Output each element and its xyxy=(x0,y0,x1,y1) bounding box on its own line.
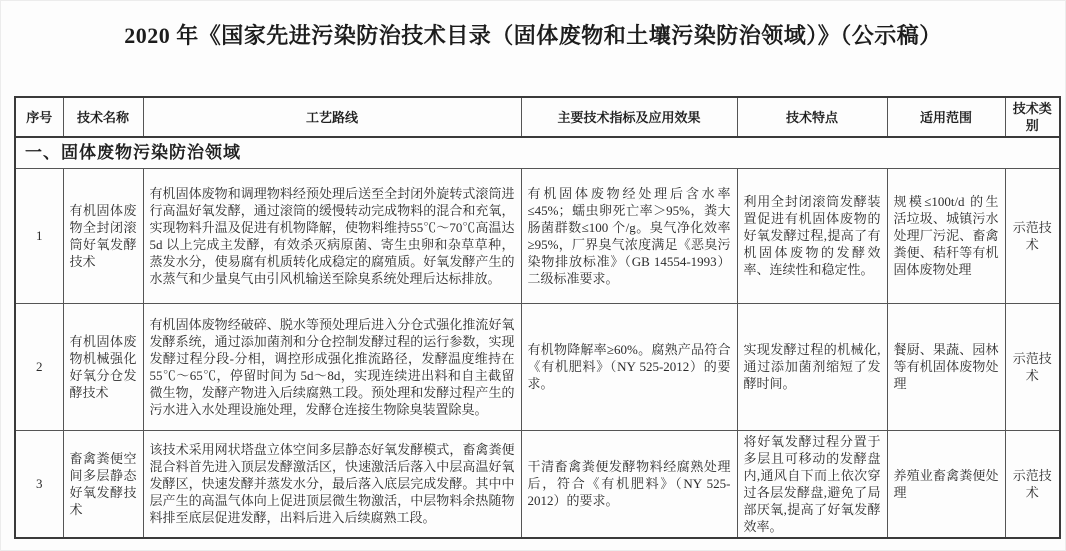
header-serial-number: 序号 xyxy=(15,97,63,137)
table-row xyxy=(15,168,1060,303)
header-process-route: 工艺路线 xyxy=(143,97,521,137)
page-title: 2020 年《国家先进污染防治技术目录（固体废物和土壤污染防治领域）》（公示稿） xyxy=(124,23,942,48)
row3-scope: 养殖业畜禽粪便处理 xyxy=(887,430,1005,538)
header-technical-features: 技术特点 xyxy=(737,97,887,137)
table-row xyxy=(15,303,1060,430)
row3-indicators: 干清畜禽粪便发酵物料经腐熟处理后，符合《有机肥料》（NY 525-2012）的要求。 xyxy=(521,430,737,538)
row2-features: 实现发酵过程的机械化,通过添加菌剂缩短了发酵时间。 xyxy=(737,303,887,430)
header-applicable-scope: 适用范围 xyxy=(887,97,1005,137)
row1-process-route: 有机固体废物和调理物料经预处理后送至全封闭外旋转式滚筒进行高温好氧发酵，通过滚筒的缓慢转动完成物料的混合和充氧，实现物料升温及促进有机物降解，使物料维持55℃～70℃高温达 5d 以上完成主发酵，有效杀灭病原菌、寄生虫卵和杂草草种，蒸发水分，使易腐有机质转化成稳定的腐殖质。好氧发酵产生的水蒸气和少量臭气由引风机输送至除臭系统处理后达标排放。 xyxy=(143,168,521,303)
section-header-row xyxy=(15,137,1060,168)
row2-technology-name: 有机固体废物机械强化好氧分仓发酵技术 xyxy=(63,303,143,430)
table-row xyxy=(15,430,1060,538)
row1-indicators: 有机固体废物经处理后含水率≤45%；蠕虫卵死亡率＞95%，粪大肠菌群数≤100 个/g。臭气净化效率≥95%，厂界臭气浓度满足《恶臭污染物排放标准》（GB 14554-1993）二级标准要求。 xyxy=(521,168,737,303)
row1-category: 示范技术 xyxy=(1005,168,1060,303)
row1-scope: 规模≤100t/d 的生活垃圾、城镇污水处理厂污泥、畜禽粪便、秸秆等有机固体废物处理 xyxy=(887,168,1005,303)
row3-features: 将好氧发酵过程分置于多层且可移动的发酵盘内,通风自下而上依次穿过各层发酵盘,避免了局部厌氧,提高了好氧发酵效率。 xyxy=(737,430,887,538)
row2-indicators: 有机物降解率≥60%。腐熟产品符合《有机肥料》（NY 525-2012）的要求。 xyxy=(521,303,737,430)
row3-serial-number: 3 xyxy=(15,430,63,538)
table-header-row xyxy=(15,97,1060,137)
row2-category: 示范技术 xyxy=(1005,303,1060,430)
row2-process-route: 有机固体废物经破碎、脱水等预处理后进入分仓式强化推流好氧发酵系统，通过添加菌剂和分仓控制发酵过程的运行参数，实现发酵过程分段-分相，调控形成强化推流路径，发酵温度维持在 55℃～65℃，停留时间为 5d～8d，实现连续进出料和自主截留微生物，发酵产物进入后续腐熟工段。预处理和发酵过程产生的污水进入水处理设施处理，发酵仓连接生物除臭装置除臭。 xyxy=(143,303,521,430)
header-technology-category: 技术类别 xyxy=(1005,97,1060,137)
header-indicators-effects: 主要技术指标及应用效果 xyxy=(521,97,737,137)
technology-catalog-table xyxy=(14,96,1061,539)
row3-technology-name: 畜禽粪便空间多层静态好氧发酵技术 xyxy=(63,430,143,538)
row2-serial-number: 2 xyxy=(15,303,63,430)
row2-scope: 餐厨、果蔬、园林等有机固体废物处理 xyxy=(887,303,1005,430)
row3-process-route: 该技术采用网状塔盘立体空间多层静态好氧发酵模式，畜禽粪便混合料首先进入顶层发酵激活区，快速激活后落入中层高温好氧发酵区，快速发酵并蒸发水分，最后落入底层完成发酵。其中中层产生的高温气体向上促进顶层微生物激活，中层物料余热随物料排至底层促进发酵，出料后进入后续腐熟工段。 xyxy=(143,430,521,538)
header-technology-name: 技术名称 xyxy=(63,97,143,137)
section-title: 一、固体废物污染防治领域 xyxy=(15,137,1060,168)
row3-category: 示范技术 xyxy=(1005,430,1060,538)
row1-technology-name: 有机固体废物全封闭滚筒好氧发酵技术 xyxy=(63,168,143,303)
row1-features: 利用全封闭滚筒发酵装置促进有机固体废物的好氧发酵过程,提高了有机固体废物的发酵效率、连续性和稳定性。 xyxy=(737,168,887,303)
row1-serial-number: 1 xyxy=(15,168,63,303)
